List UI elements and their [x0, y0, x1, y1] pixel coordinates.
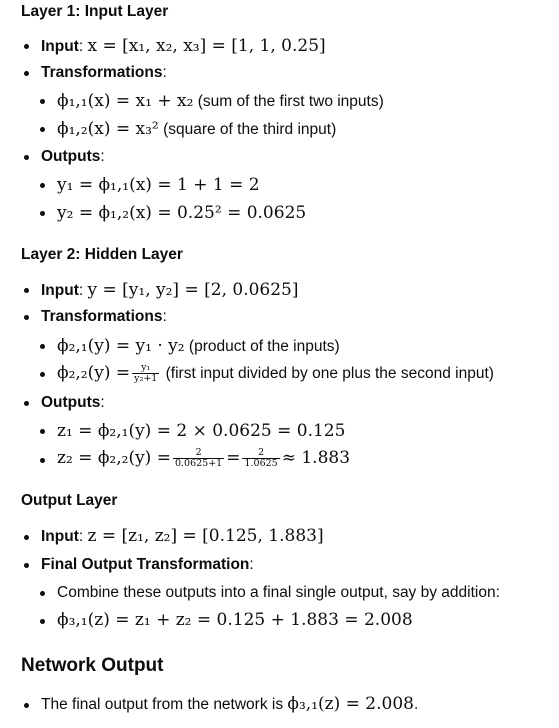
- layer2-o2-fraction-1: [173, 448, 224, 469]
- layer1-transform-1: [57, 90, 384, 113]
- output-input-item: Input: z = [z₁, z₂] = [0.125, 1.883]: [41, 526, 324, 546]
- layer1-transform-item: Transformations:: [41, 64, 167, 81]
- layer2-t2-fraction: [132, 363, 159, 384]
- transformations-label: Transformations: [41, 308, 163, 325]
- layer2-t1-note: (product of the inputs): [188, 338, 340, 355]
- network-output-heading: Network Output: [21, 655, 164, 676]
- bullet-dot: [24, 44, 29, 49]
- layer1-t2-note: (square of the third input): [163, 121, 337, 138]
- layer2-o2-math-rhs: ≈ 1.883: [281, 448, 351, 468]
- bullet-dot: [24, 535, 29, 540]
- layer1-heading: Layer 1: Input Layer: [21, 3, 169, 20]
- layer2-input-item: Input: y = [y₁, y₂] = [2, 0.0625]: [41, 280, 299, 300]
- layer1-input-item: Input: x = [x₁, x₂, x₃] = [1, 1, 0.25]: [41, 36, 326, 56]
- network-output-item: [41, 693, 418, 716]
- bullet-dot: [24, 401, 29, 406]
- layer2-o2-fraction-2: [242, 448, 279, 469]
- layer2-o2-math-lhs: z₂ = ϕ₂,₂(y) =: [57, 448, 171, 468]
- layer2-transform-item: Transformations:: [41, 308, 167, 325]
- layer1-t1-note: (sum of the first two inputs): [197, 93, 384, 110]
- combine-text-item: [57, 582, 500, 604]
- layer2-transform-1: [57, 335, 340, 358]
- bullet-dot: [24, 315, 29, 320]
- layer1-output-2: [57, 202, 306, 225]
- bullet-dot: [40, 127, 45, 132]
- input-label: Input: [41, 282, 79, 299]
- input-label: Input: [41, 38, 79, 55]
- bullet-dot: [40, 458, 45, 463]
- bullet-dot: [40, 591, 45, 596]
- final-transform-item: Final Output Transformation:: [41, 556, 254, 573]
- bullet-dot: [40, 99, 45, 104]
- layer1-outputs-item: Outputs:: [41, 148, 105, 165]
- final-math: ϕ₃,₁(z) = z₁ + z₂ = 0.125 + 1.883 = 2.008: [57, 610, 413, 630]
- bullet-dot: [24, 563, 29, 568]
- fraction-denominator: 1.0625: [244, 458, 278, 470]
- bullet-dot: [40, 211, 45, 216]
- layer2-o1-math: z₁ = ϕ₂,₁(y) = 2 × 0.0625 = 0.125: [57, 421, 346, 441]
- transformations-label: Transformations: [41, 64, 163, 81]
- bullet-dot: [40, 372, 45, 377]
- final-math-item: [57, 609, 413, 632]
- layer2-heading: Layer 2: Hidden Layer: [21, 246, 183, 263]
- layer2-outputs-item: Outputs:: [41, 394, 105, 411]
- outputs-label: Outputs: [41, 394, 101, 411]
- layer1-t2-math: ϕ₁,₂(x) = x₃²: [57, 119, 159, 139]
- final-transform-label: Final Output Transformation: [41, 556, 250, 573]
- layer1-transform-2: [57, 118, 336, 141]
- bullet-dot: [40, 183, 45, 188]
- network-output-text: The final output from the network is: [41, 696, 284, 713]
- layer1-output-1: [57, 174, 260, 197]
- bullet-dot: [40, 429, 45, 434]
- output-input-math: z = [z₁, z₂] = [0.125, 1.883]: [87, 526, 324, 546]
- layer2-t1-math: ϕ₂,₁(y) = y₁ · y₂: [57, 336, 185, 356]
- input-label: Input: [41, 528, 79, 545]
- layer2-output-2: z₂ = ϕ₂,₂(y) = $\frac{2}{0.0625+1}$ = $\frac{2}{1.0625}$ ≈ 1.883: [57, 447, 351, 470]
- bullet-dot: [24, 155, 29, 160]
- bullet-dot: [40, 619, 45, 624]
- layer2-output-1: [57, 420, 345, 443]
- fraction-denominator: 0.0625+1: [174, 458, 223, 470]
- layer2-t2-note: (first input divided by one plus the second input): [165, 365, 494, 382]
- bullet-dot: [24, 71, 29, 76]
- layer1-t1-math: ϕ₁,₁(x) = x₁ + x₂: [57, 91, 194, 111]
- layer1-input-math: x = [x₁, x₂, x₃] = [1, 1, 0.25]: [87, 36, 326, 56]
- layer1-o1-math: y₁ = ϕ₁,₁(x) = 1 + 1 = 2: [57, 175, 260, 195]
- bullet-dot: [24, 288, 29, 293]
- layer2-transform-2: [57, 362, 494, 385]
- fraction-denominator: y₂+1: [134, 373, 158, 385]
- outputs-label: Outputs: [41, 148, 101, 165]
- output-layer-heading: Output Layer: [21, 492, 118, 509]
- layer1-o2-math: y₂ = ϕ₁,₂(x) = 0.25² = 0.0625: [57, 203, 307, 223]
- layer2-input-math: y = [y₁, y₂] = [2, 0.0625]: [87, 280, 299, 300]
- combine-text: Combine these outputs into a final single output, say by addition:: [57, 584, 500, 601]
- fraction-numerator: 2: [242, 448, 279, 459]
- layer2-t2-math-lhs: ϕ₂,₂(y) =: [57, 363, 131, 383]
- network-output-math: ϕ₃,₁(z) = 2.008: [287, 694, 414, 714]
- network-output-period: .: [413, 696, 419, 713]
- bullet-dot: [40, 344, 45, 349]
- fraction-numerator: 2: [173, 448, 224, 459]
- fraction-numerator: y₁: [132, 363, 159, 374]
- bullet-dot: [24, 703, 29, 708]
